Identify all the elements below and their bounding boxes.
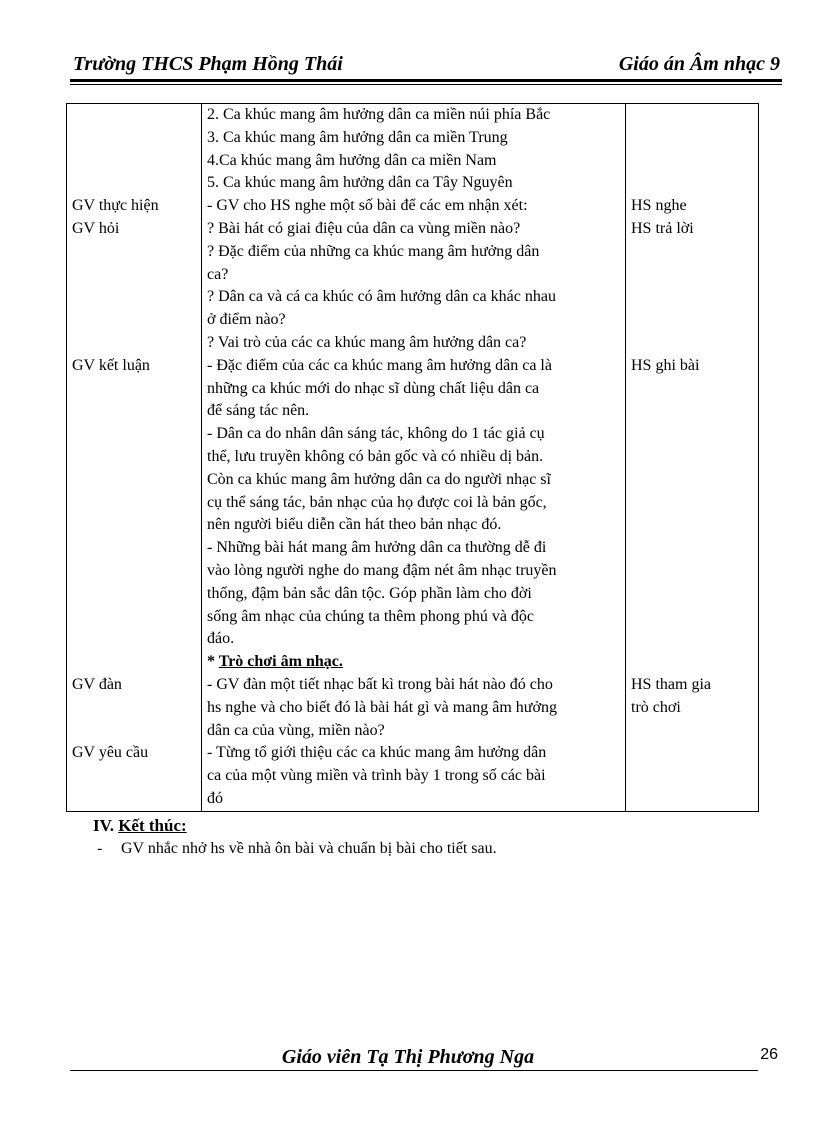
game-title: Trò chơi âm nhạc. bbox=[218, 653, 343, 671]
teacher-line bbox=[72, 150, 196, 173]
content-line: ca? bbox=[207, 265, 229, 283]
student-line bbox=[631, 514, 753, 537]
content-line: - GV cho HS nghe một số bài để các em nhận xét: bbox=[207, 197, 528, 215]
content-line: - Những bài hát mang âm hưởng dân ca thường dễ đi bbox=[207, 539, 547, 557]
student-line bbox=[631, 583, 753, 606]
teacher-activity-lines bbox=[72, 104, 196, 765]
student-line bbox=[631, 378, 753, 401]
content-lines-after bbox=[207, 674, 620, 811]
teacher-line bbox=[72, 286, 196, 309]
content-lines bbox=[207, 104, 620, 651]
header-rule bbox=[70, 79, 782, 85]
student-line: HS trả lời bbox=[631, 219, 694, 237]
student-line bbox=[631, 150, 753, 173]
page-number: 26 bbox=[760, 1046, 778, 1063]
student-line: trò chơi bbox=[631, 698, 681, 716]
content-line: 3. Ca khúc mang âm hưởng dân ca miền Trung bbox=[207, 128, 508, 146]
content-line: đó bbox=[207, 789, 223, 807]
student-line bbox=[631, 172, 753, 195]
student-line bbox=[631, 332, 753, 355]
student-line bbox=[631, 400, 753, 423]
student-line: HS tham gia bbox=[631, 675, 711, 693]
student-line: HS nghe bbox=[631, 197, 687, 215]
student-line bbox=[631, 492, 753, 515]
student-line: HS ghi bài bbox=[631, 356, 700, 374]
content-line: hs nghe và cho biết đó là bài hát gì và mang âm hưởng bbox=[207, 698, 557, 716]
content-line: dân ca của vùng, miền nào? bbox=[207, 721, 385, 739]
teacher-line bbox=[72, 172, 196, 195]
student-line bbox=[631, 537, 753, 560]
teacher-line bbox=[72, 400, 196, 423]
teacher-line bbox=[72, 469, 196, 492]
teacher-line bbox=[72, 492, 196, 515]
content-line: cụ thể sáng tác, bản nhạc của họ được coi là bản gốc, bbox=[207, 493, 547, 511]
game-marker: * bbox=[207, 653, 219, 671]
content-line: - Từng tổ giới thiệu các ca khúc mang âm hưởng dân bbox=[207, 744, 547, 762]
student-line bbox=[631, 423, 753, 446]
student-line bbox=[631, 309, 753, 332]
bullet: - bbox=[97, 840, 103, 857]
content-line: 4.Ca khúc mang âm hưởng dân ca miền Nam bbox=[207, 151, 497, 169]
table-row bbox=[67, 104, 759, 812]
student-line bbox=[631, 127, 753, 150]
teacher-line bbox=[72, 537, 196, 560]
teacher-line bbox=[72, 628, 196, 651]
school-name: Trường THCS Phạm Hồng Thái bbox=[73, 53, 343, 75]
student-line bbox=[631, 651, 753, 674]
student-line bbox=[631, 446, 753, 469]
teacher-line: GV đàn bbox=[72, 675, 122, 693]
student-activity-lines bbox=[631, 104, 753, 720]
content-line: để sáng tác nên. bbox=[207, 402, 310, 420]
content-line: ? Vai trò của các ca khúc mang âm hưởng dân ca? bbox=[207, 333, 527, 351]
content-line: đáo. bbox=[207, 630, 235, 648]
student-line bbox=[631, 286, 753, 309]
footer-teacher-name: Giáo viên Tạ Thị Phương Nga bbox=[281, 1046, 535, 1068]
student-line bbox=[631, 560, 753, 583]
content-line: thống, đậm bản sắc dân tộc. Góp phần làm cho đời bbox=[207, 584, 532, 602]
closing-item bbox=[97, 838, 497, 860]
content-line: - Dân ca do nhân dân sáng tác, không do 1 tác giả cụ bbox=[207, 425, 545, 443]
student-line bbox=[631, 264, 753, 287]
content-line: Còn ca khúc mang âm hưởng dân ca do người nhạc sĩ bbox=[207, 470, 551, 488]
closing-text: GV nhắc nhở hs về nhà ôn bài và chuẩn bị bài cho tiết sau. bbox=[121, 840, 497, 857]
content-line: những ca khúc mới do nhạc sĩ dùng chất liệu dân ca bbox=[207, 379, 540, 397]
student-line bbox=[631, 606, 753, 629]
teacher-line bbox=[72, 104, 196, 127]
section-number: IV. bbox=[93, 816, 119, 835]
content-line: ? Bài hát có giai điệu của dân ca vùng miền nào? bbox=[207, 219, 521, 237]
teacher-line bbox=[72, 697, 196, 720]
teacher-line bbox=[72, 264, 196, 287]
student-activity-cell bbox=[626, 104, 759, 812]
teacher-line: GV yêu cầu bbox=[72, 744, 149, 762]
subject-title: Giáo án Âm nhạc 9 bbox=[618, 53, 780, 75]
content-line: vào lòng người nghe do mang đậm nét âm nhạc truyền bbox=[207, 561, 557, 579]
student-line bbox=[631, 241, 753, 264]
section-title: Kết thúc: bbox=[118, 816, 187, 835]
content-line: 5. Ca khúc mang âm hưởng dân ca Tây Nguyên bbox=[207, 174, 513, 192]
section-heading bbox=[93, 815, 187, 837]
teacher-line: GV kết luận bbox=[72, 356, 150, 374]
teacher-line bbox=[72, 651, 196, 674]
content-line: 2. Ca khúc mang âm hưởng dân ca miền núi phía Bắc bbox=[207, 106, 551, 123]
content-line: ca của một vùng miền và trình bày 1 trong số các bài bbox=[207, 767, 546, 785]
content-line: ? Dân ca và cá ca khúc có âm hưởng dân ca khác nhau bbox=[207, 288, 556, 306]
lesson-table bbox=[66, 103, 759, 812]
student-line bbox=[631, 469, 753, 492]
content-line: sống âm nhạc của chúng ta thêm phong phú và độc bbox=[207, 607, 535, 625]
teacher-line: GV hỏi bbox=[72, 219, 120, 237]
content-line: ? Đặc điểm của những ca khúc mang âm hưởng dân bbox=[207, 242, 540, 260]
teacher-line bbox=[72, 560, 196, 583]
footer-rule bbox=[70, 1070, 758, 1071]
teacher-line bbox=[72, 606, 196, 629]
teacher-line bbox=[72, 309, 196, 332]
content-line: - GV đàn một tiết nhạc bất kì trong bài hát nào đó cho bbox=[207, 675, 553, 693]
game-heading bbox=[207, 651, 620, 674]
teacher-line bbox=[72, 583, 196, 606]
content-line: nên người biểu diễn cần hát theo bản nhạc đó. bbox=[207, 516, 502, 534]
teacher-line bbox=[72, 332, 196, 355]
content-line: - Đặc điểm của các ca khúc mang âm hưởng dân ca là bbox=[207, 356, 552, 374]
teacher-line bbox=[72, 720, 196, 743]
teacher-line: GV thực hiện bbox=[72, 197, 159, 215]
student-line bbox=[631, 104, 753, 127]
teacher-line bbox=[72, 378, 196, 401]
teacher-line bbox=[72, 446, 196, 469]
teacher-line bbox=[72, 423, 196, 446]
teacher-line bbox=[72, 241, 196, 264]
teacher-line bbox=[72, 514, 196, 537]
content-line: ở điểm nào? bbox=[207, 311, 286, 329]
teacher-line bbox=[72, 127, 196, 150]
content-line: thể, lưu truyền không có bản gốc và có nhiều dị bản. bbox=[207, 447, 544, 465]
student-line bbox=[631, 628, 753, 651]
teacher-activity-cell bbox=[67, 104, 202, 812]
content-cell bbox=[202, 104, 626, 812]
